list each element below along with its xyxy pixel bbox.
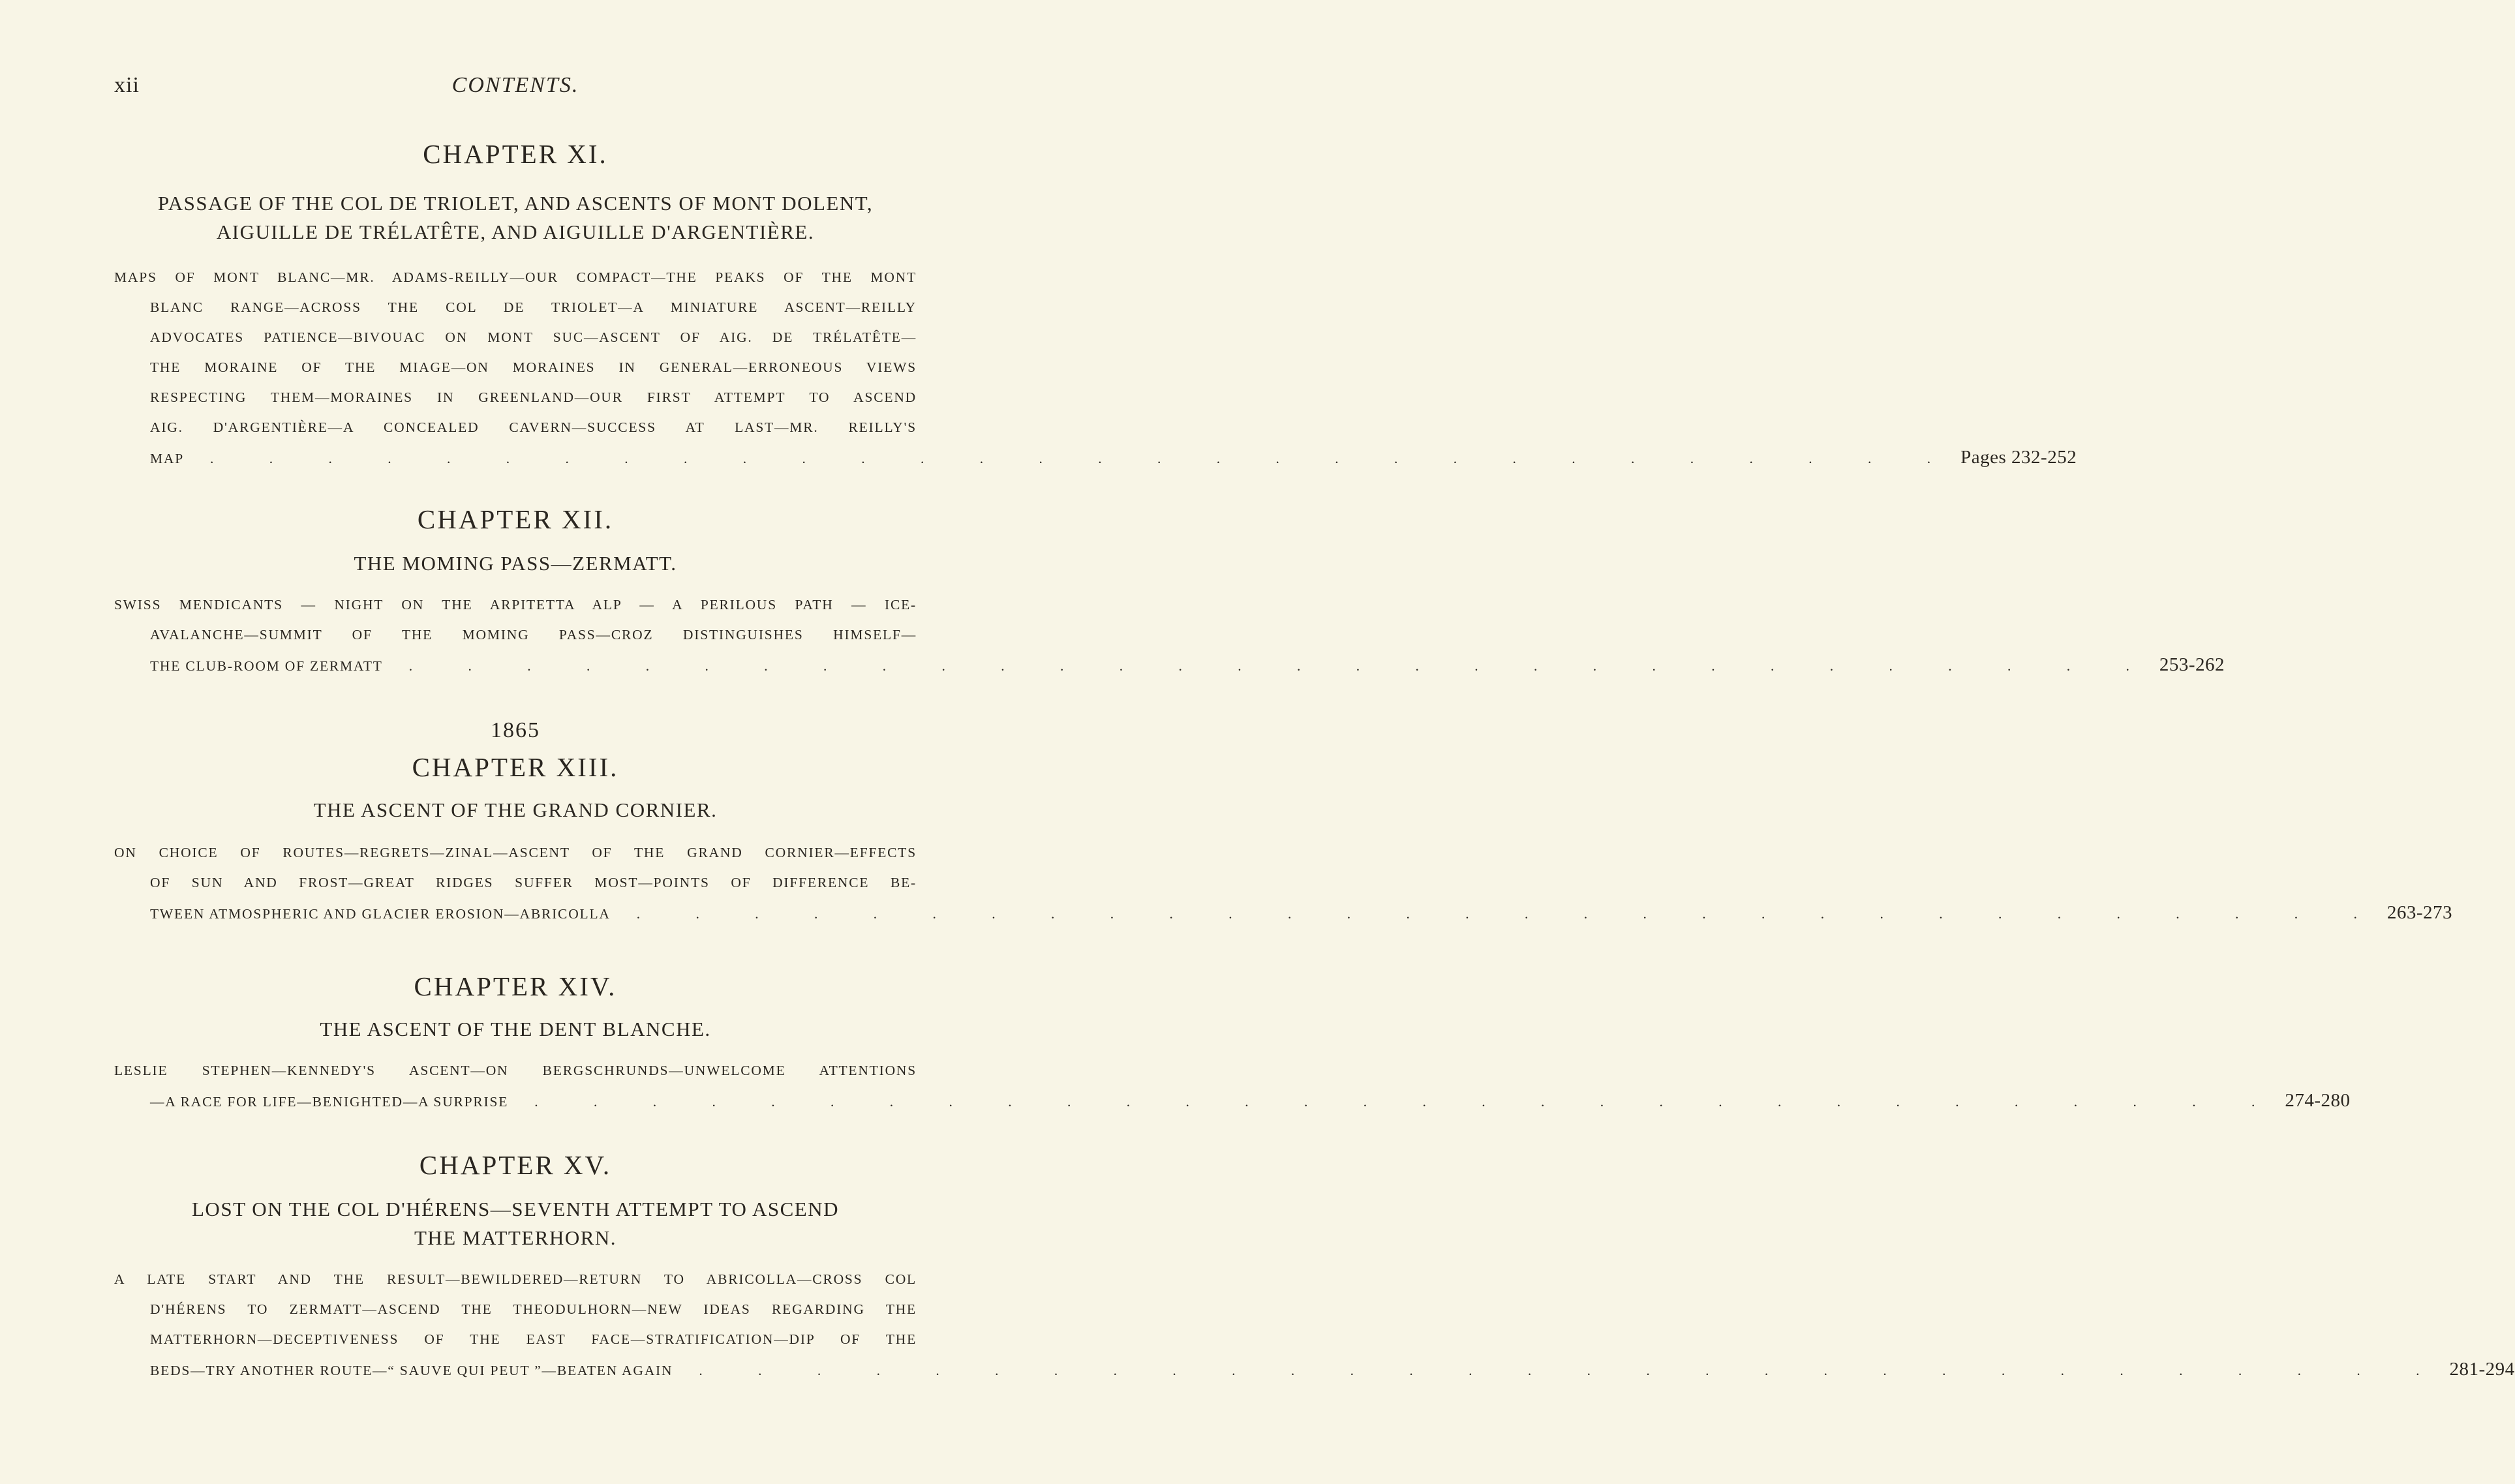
chapter-heading: CHAPTER XIII. bbox=[412, 752, 619, 782]
summary-line: A LATE START AND THE RESULT—BEWILDERED—RETURN TO ABRICOLLA—CROSS COL bbox=[114, 1271, 917, 1287]
chapter-12 bbox=[114, 504, 2225, 680]
chapter-11 bbox=[114, 138, 2077, 472]
summary-line: AVALANCHE—SUMMIT OF THE MOMING PASS—CROZ DISTINGUISHES HIMSELF— bbox=[150, 627, 917, 643]
chapter-title-line: THE ASCENT OF THE DENT BLANCHE. bbox=[320, 1018, 711, 1040]
summary-text: THE CLUB-ROOM OF ZERMATT bbox=[150, 658, 383, 674]
summary-text: MAP bbox=[150, 451, 185, 466]
summary-text: TWEEN ATMOSPHERIC AND GLACIER EROSION—ABRICOLLA bbox=[150, 906, 611, 922]
page-range: 253-262 bbox=[2159, 654, 2225, 675]
summary-line: RESPECTING THEM—MORAINES IN GREENLAND—OUR FIRST ATTEMPT TO ASCEND bbox=[150, 389, 917, 405]
summary-last-line bbox=[114, 898, 2453, 928]
page-range: 263-273 bbox=[2386, 902, 2453, 923]
chapter-title-line: THE MATTERHORN. bbox=[414, 1226, 617, 1249]
summary-last-line bbox=[114, 650, 2225, 680]
leader-dots: . . . . . . . . . . . . . . . . . . . . . . . . . . . . . . bbox=[210, 451, 1957, 466]
summary-line: THE MORAINE OF THE MIAGE—ON MORAINES IN GENERAL—ERRONEOUS VIEWS bbox=[150, 359, 917, 375]
chapter-summary bbox=[114, 590, 2225, 680]
chapter-13 bbox=[114, 718, 2453, 928]
summary-line: OF SUN AND FROST—GREAT RIDGES SUFFER MOST—POINTS OF DIFFERENCE BE- bbox=[150, 875, 917, 890]
chapter-summary bbox=[114, 1264, 2515, 1384]
leader-dots: . . . . . . . . . . . . . . . . . . . . . . . . . . . . . . bbox=[534, 1094, 2281, 1110]
chapter-heading: CHAPTER XI. bbox=[423, 139, 608, 169]
chapter-year: 1865 bbox=[491, 718, 540, 742]
summary-last-line bbox=[114, 1354, 2515, 1384]
chapter-heading: CHAPTER XII. bbox=[417, 504, 614, 534]
chapter-summary bbox=[114, 1055, 2351, 1115]
chapter-title-line: PASSAGE OF THE COL DE TRIOLET, AND ASCENTS OF MONT DOLENT, bbox=[157, 192, 874, 215]
summary-line: ON CHOICE OF ROUTES—REGRETS—ZINAL—ASCENT OF THE GRAND CORNIER—EFFECTS bbox=[114, 845, 917, 860]
summary-text: BEDS—TRY ANOTHER ROUTE—“ SAUVE QUI PEUT ”—BEATEN AGAIN bbox=[150, 1363, 673, 1378]
summary-last-line bbox=[114, 442, 2077, 472]
page-range: Pages 232-252 bbox=[1960, 447, 2077, 468]
chapter-title-line: THE ASCENT OF THE GRAND CORNIER. bbox=[313, 798, 718, 821]
summary-text: —A RACE FOR LIFE—BENIGHTED—A SURPRISE bbox=[150, 1094, 509, 1110]
chapter-title-line: THE MOMING PASS—ZERMATT. bbox=[354, 552, 677, 575]
summary-last-line bbox=[114, 1085, 2351, 1115]
page-range: 281-294 bbox=[2449, 1359, 2515, 1380]
chapter-15 bbox=[114, 1149, 2515, 1384]
chapter-title bbox=[114, 1195, 917, 1252]
summary-line: MAPS OF MONT BLANC—MR. ADAMS-REILLY—OUR COMPACT—THE PEAKS OF THE MONT bbox=[114, 269, 917, 285]
chapter-summary bbox=[114, 838, 2453, 928]
chapter-summary bbox=[114, 262, 2077, 472]
chapter-title bbox=[114, 189, 917, 247]
page-number: xii bbox=[114, 73, 140, 97]
summary-line: AIG. D'ARGENTIÈRE—A CONCEALED CAVERN—SUCCESS AT LAST—MR. REILLY'S bbox=[150, 419, 917, 435]
summary-line: ADVOCATES PATIENCE—BIVOUAC ON MONT SUC—ASCENT OF AIG. DE TRÉLATÊTE— bbox=[150, 329, 917, 345]
running-head bbox=[114, 73, 917, 106]
chapter-title bbox=[114, 796, 917, 825]
running-title: CONTENTS. bbox=[451, 73, 579, 97]
chapter-title bbox=[114, 549, 917, 578]
chapter-14 bbox=[114, 971, 2351, 1115]
leader-dots: . . . . . . . . . . . . . . . . . . . . . . . . . . . . . . bbox=[636, 906, 2383, 922]
chapter-title-line: AIGUILLE DE TRÉLATÊTE, AND AIGUILLE D'ARGENTIÈRE. bbox=[216, 220, 815, 243]
summary-line: LESLIE STEPHEN—KENNEDY'S ASCENT—ON BERGSCHRUNDS—UNWELCOME ATTENTIONS bbox=[114, 1063, 917, 1078]
summary-line: BLANC RANGE—ACROSS THE COL DE TRIOLET—A MINIATURE ASCENT—REILLY bbox=[150, 299, 917, 315]
chapter-title-line: LOST ON THE COL D'HÉRENS—SEVENTH ATTEMPT TO ASCEND bbox=[192, 1198, 839, 1220]
leader-dots: . . . . . . . . . . . . . . . . . . . . . . . . . . . . . . bbox=[699, 1363, 2446, 1378]
chapter-heading: CHAPTER XIV. bbox=[414, 971, 617, 1001]
chapter-heading: CHAPTER XV. bbox=[419, 1150, 612, 1180]
page-range: 274-280 bbox=[2285, 1090, 2351, 1111]
chapter-title bbox=[114, 1015, 917, 1044]
leader-dots: . . . . . . . . . . . . . . . . . . . . . . . . . . . . . . bbox=[408, 658, 2156, 674]
summary-line: D'HÉRENS TO ZERMATT—ASCEND THE THEODULHORN—NEW IDEAS REGARDING THE bbox=[150, 1301, 917, 1317]
summary-line: MATTERHORN—DECEPTIVENESS OF THE EAST FACE—STRATIFICATION—DIP OF THE bbox=[150, 1331, 917, 1347]
summary-line: SWISS MENDICANTS — NIGHT ON THE ARPITETTA ALP — A PERILOUS PATH — ICE- bbox=[114, 597, 917, 613]
